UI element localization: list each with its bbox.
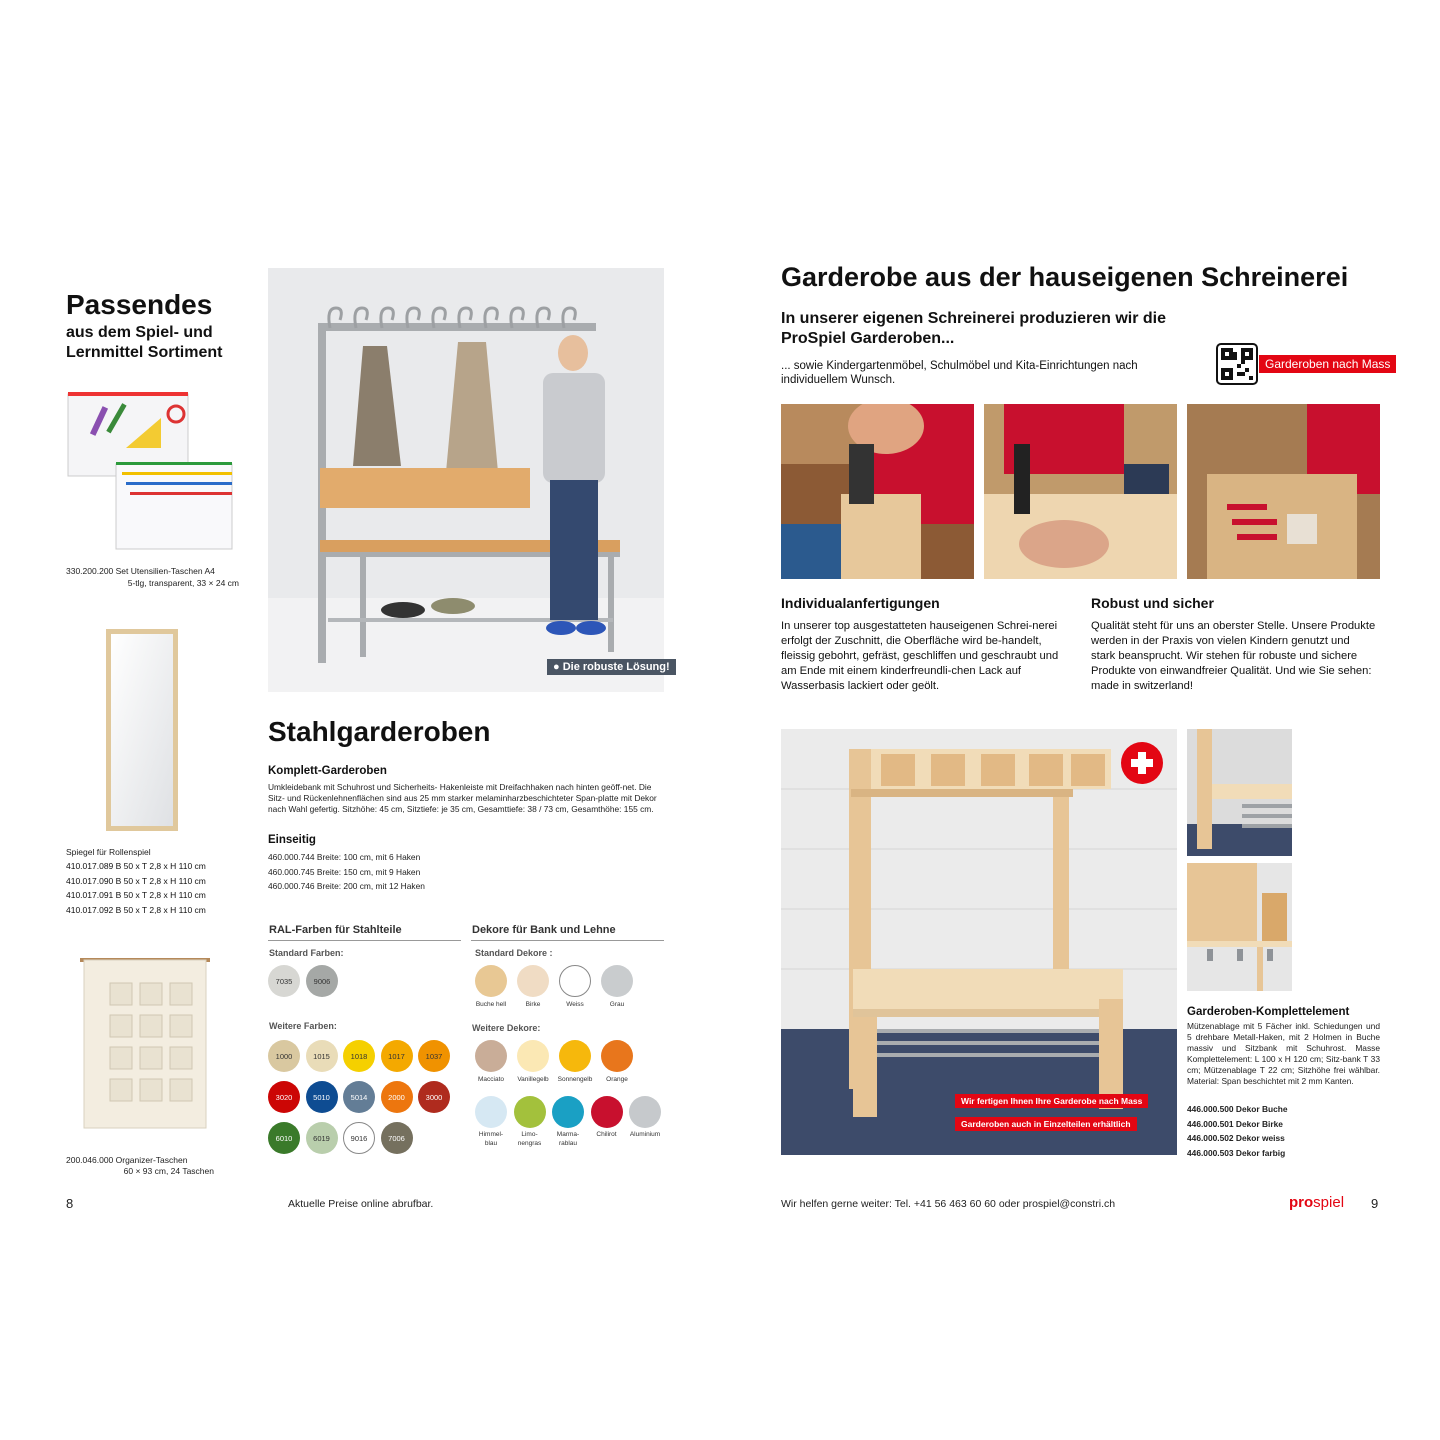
color-swatch [552, 1096, 584, 1128]
banner-mass: Wir fertigen Ihnen Ihre Garderobe nach Mass [955, 1094, 1148, 1108]
color-swatch: 7006 [381, 1122, 413, 1154]
swatch-label: Orange [606, 1076, 628, 1083]
ral-weitere-label: Weitere Farben: [269, 1021, 337, 1031]
left-subtitle: aus dem Spiel- und Lernmittel Sortiment [66, 324, 223, 361]
dekor-weitere-label: Weitere Dekore: [472, 1023, 541, 1033]
steel-wardrobe-photo [268, 268, 664, 692]
wooden-wardrobe-photo [781, 729, 1177, 1155]
swatch-label: Macciato [477, 1076, 504, 1083]
workshop-photo-1 [781, 404, 974, 579]
detail-photo-2 [1187, 863, 1292, 991]
einseitig-list [268, 850, 425, 894]
swatch-label: Limo- nengras [517, 1131, 542, 1147]
color-swatch [559, 965, 591, 997]
color-swatch: 6010 [268, 1122, 300, 1154]
color-swatch: 3020 [268, 1081, 300, 1113]
organizer-image [80, 955, 210, 1130]
workshop-photo-2 [984, 404, 1177, 579]
color-swatch: 2000 [381, 1081, 413, 1113]
color-swatch: 1015 [306, 1040, 338, 1072]
product2-item: 410.017.089 B 50 x T 2,8 x H 110 cm [66, 861, 206, 871]
color-swatch [514, 1096, 546, 1128]
einseitig-item: 460.000.744 Breite: 100 cm, mit 6 Haken [268, 852, 421, 862]
color-swatch [591, 1096, 623, 1128]
element-text: Mützenablage mit 5 Fächer inkl. Schiedungen und 5 drehbare Metall-Haken, mit 2 Holmen in Buche massiv und Sitzbank mit Schuhrost. Masse Komplettelement: L 100 x H 120 cm; Sitz-bank T 33 cm; Mützenablage T 22 cm; Sitzhöhe frei wählbar. Material: Span beschichtet mit 2 mm Kanten. [1187, 1021, 1380, 1086]
photo-badge: ● Die robuste Lösung! [547, 659, 676, 675]
color-swatch: 9016 [343, 1122, 375, 1154]
color-swatch [475, 965, 507, 997]
einseitig-title: Einseitig [268, 834, 316, 846]
color-swatch: 1017 [381, 1040, 413, 1072]
einseitig-item: 460.000.745 Breite: 150 cm, mit 9 Haken [268, 866, 421, 877]
footer-right-text: Wir helfen gerne weiter: Tel. +41 56 463 60 60 oder prospiel@constri.ch [781, 1198, 1116, 1210]
right-title: Garderobe aus der hauseigenen Schreinerei [781, 262, 1349, 292]
swatch-label: Weiss [566, 1001, 584, 1008]
col1-text: In unserer top ausgestatteten hauseigenen Schrei-nerei erfolgt der Zuschnitt, die Oberfläche wird be-handelt, fleissig gebohrt, gefräst, geschliffen und geschraubt und am Ende mit einem kinderfreundli-chen Lack auf Wasserbasis lackiert oder geölt. [781, 620, 1059, 692]
footer-left-text: Aktuelle Preise online abrufbar. [288, 1198, 434, 1210]
color-swatch [601, 965, 633, 997]
ral-standard-label: Standard Farben: [269, 948, 344, 958]
color-swatch: 1018 [343, 1040, 375, 1072]
swatch-label: Birke [525, 1001, 541, 1008]
product1-line1: 330.200.200 Set Utensilien-Taschen A4 [66, 566, 215, 576]
prospiel-logo[interactable] [1289, 1194, 1344, 1211]
ral-title: RAL-Farben für Stahlteile [269, 924, 402, 936]
color-swatch: 5010 [306, 1081, 338, 1113]
col2-text: Qualität steht für uns an oberster Stelle. Unsere Produkte werden in der Praxis von vielen Kindern genutzt und stark beansprucht. Wir stehen für robuste und sichere Produkte von einwandfreier Qualität. Und wie Sie sehen: made in switzerland! [1091, 620, 1376, 692]
element-list [1187, 1102, 1288, 1160]
section-title-stahlgarderoben: Stahlgarderoben [268, 716, 491, 747]
color-swatch: 7035 [268, 965, 300, 997]
swatch-label: Sonnengelb [557, 1076, 593, 1083]
element-item: 446.000.503 Dekor farbig [1187, 1147, 1286, 1158]
color-swatch [629, 1096, 661, 1128]
dekor-title: Dekore für Bank und Lehne [472, 924, 616, 936]
product3-line1: 200.046.000 Organizer-Taschen [66, 1155, 188, 1165]
qr-label[interactable]: Garderoben nach Mass [1259, 355, 1396, 373]
product2-item: 410.017.091 B 50 x T 2,8 x H 110 cm [66, 890, 206, 900]
element-title: Garderoben-Komplettelement [1187, 1006, 1350, 1018]
pouch-set-image [66, 388, 236, 553]
color-swatch: 6019 [306, 1122, 338, 1154]
swatch-label: Himmel- blau [478, 1131, 504, 1147]
element-item: 446.000.502 Dekor weiss [1187, 1133, 1285, 1143]
mirror-image [105, 628, 179, 832]
col2-title: Robust und sicher [1091, 595, 1214, 611]
dekor-standard-label: Standard Dekore : [475, 948, 553, 958]
color-swatch: 3000 [418, 1081, 450, 1113]
product2-item: 410.017.090 B 50 x T 2,8 x H 110 cm [66, 875, 206, 886]
color-swatch [559, 1040, 591, 1072]
swatch-label: Buche hell [475, 1001, 507, 1008]
product2-item: 410.017.092 B 50 x T 2,8 x H 110 cm [66, 904, 206, 915]
col1-title: Individualanfertigungen [781, 595, 940, 611]
detail-photo-1 [1187, 729, 1292, 856]
page-number-left: 8 [66, 1196, 74, 1211]
color-swatch: 5014 [343, 1081, 375, 1113]
product2-title: Spiegel für Rollenspiel [66, 847, 151, 857]
logo-light: spiel [1313, 1194, 1345, 1211]
swatch-label: Grau [609, 1001, 625, 1008]
swatch-label: Aluminium [629, 1131, 661, 1138]
right-subtitle: In unserer eigenen Schreinerei produzieren wir die ProSpiel Garderoben... [781, 310, 1166, 347]
qr-code-icon[interactable] [1216, 343, 1258, 385]
einseitig-item: 460.000.746 Breite: 200 cm, mit 12 Haken [268, 881, 425, 891]
right-intro: ... sowie Kindergartenmöbel, Schulmöbel und Kita-Einrichtungen nach individuellem Wunsch. [781, 360, 1138, 386]
color-swatch: 9006 [306, 965, 338, 997]
komplett-text: Umkleidebank mit Schuhrost und Sicherheits- Hakenleiste mit Dreifachhaken nach hinten geöff-net. Die Sitz- und Rückenlehnenflächen sind aus 25 mm starker melaminharzbeschichteter Span-platte mit Dekor nach Wahl gefertig. Sitzhöhe: 45 cm, Sitztiefe: je 35 cm, Gesamttiefe: 38 / 73 cm, Gesamthöhe: 155 cm. [268, 782, 657, 814]
product2-list [66, 859, 206, 917]
swatch-label: Chilirot [596, 1131, 617, 1138]
color-swatch [601, 1040, 633, 1072]
product3-line2: 60 × 93 cm, 24 Taschen [123, 1166, 214, 1176]
komplett-title: Komplett-Garderoben [268, 765, 387, 777]
element-item: 446.000.500 Dekor Buche [1187, 1104, 1288, 1114]
color-swatch: 1037 [418, 1040, 450, 1072]
workshop-photo-3 [1187, 404, 1380, 579]
swatch-label: Marma- rablau [556, 1131, 580, 1147]
left-title: Passendes [66, 289, 213, 320]
color-swatch [517, 1040, 549, 1072]
color-swatch [475, 1040, 507, 1072]
color-swatch: 1000 [268, 1040, 300, 1072]
swiss-flag-icon [1121, 742, 1163, 784]
page-number-right: 9 [1371, 1196, 1379, 1211]
element-item: 446.000.501 Dekor Birke [1187, 1118, 1283, 1129]
banner-einzelteile: Garderoben auch in Einzelteilen erhältlich [955, 1117, 1137, 1131]
logo-bold: pro [1289, 1194, 1314, 1211]
color-swatch [475, 1096, 507, 1128]
product1-line2: 5-tlg, transparent, 33 × 24 cm [127, 578, 239, 588]
color-swatch [517, 965, 549, 997]
swatch-label: Vanillegelb [517, 1076, 549, 1083]
